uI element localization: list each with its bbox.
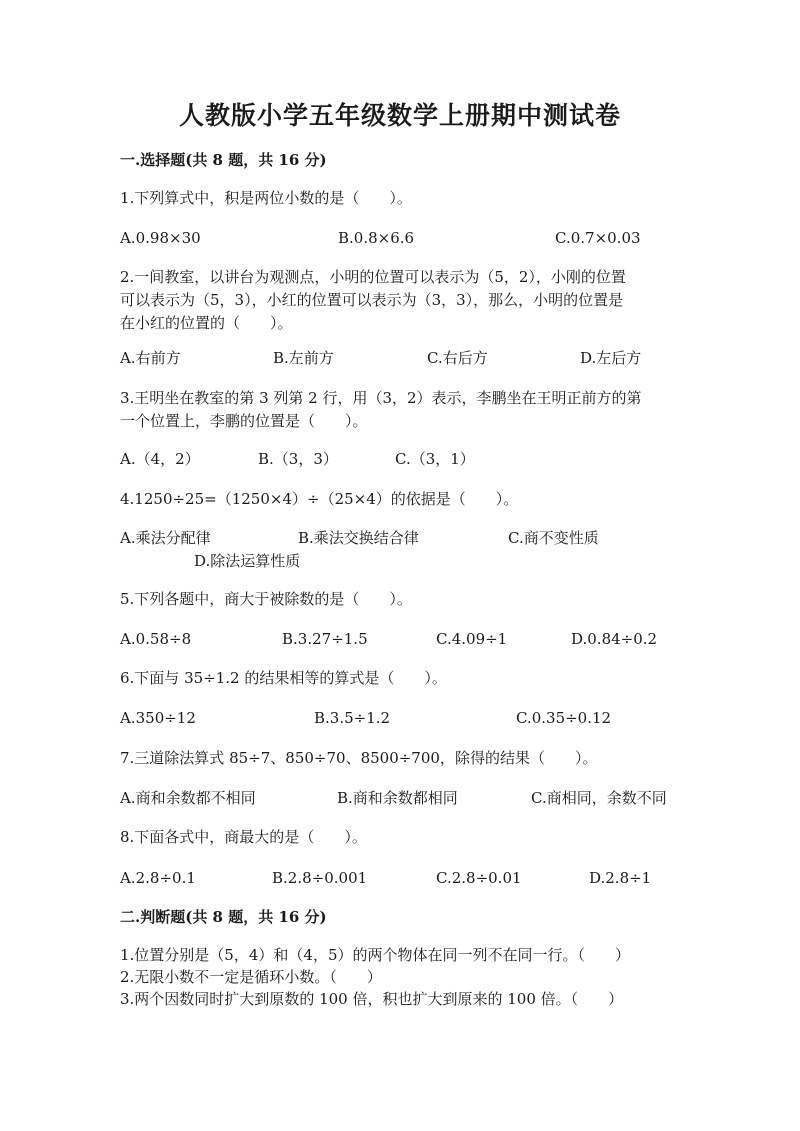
- question-6-stem: 6.下面与 35÷1.2 的结果相等的算式是（ ）。: [120, 669, 447, 687]
- question-4-option-b: B.乘法交换结合律: [298, 529, 419, 547]
- question-6-option-c: C.0.35÷0.12: [516, 709, 612, 727]
- question-4-option-d: D.除法运算性质: [194, 552, 301, 570]
- question-3-stem-line-1: 3.王明坐在教室的第 3 列第 2 行，用（3，2）表示，李鹏坐在王明正前方的第: [120, 389, 642, 407]
- question-3-option-a: A.（4，2）: [120, 450, 200, 468]
- judgement-item-2: 2.无限小数不一定是循环小数。（ ）: [120, 968, 382, 986]
- question-7-option-b: B.商和余数都相同: [337, 789, 458, 807]
- question-1-option-c: C.0.7×0.03: [555, 229, 641, 247]
- section-heading-judgement: 二.判断题(共 8 题，共 16 分): [120, 908, 327, 926]
- question-4-option-a: A.乘法分配律: [120, 529, 211, 547]
- question-2-option-b: B.左前方: [273, 349, 334, 367]
- question-2-option-a: A.右前方: [120, 349, 181, 367]
- question-5-option-a: A.0.58÷8: [120, 630, 192, 648]
- question-8-option-a: A.2.8÷0.1: [120, 869, 196, 887]
- question-2-option-c: C.右后方: [427, 349, 488, 367]
- question-2-stem-line-3: 在小红的位置的（ ）。: [120, 314, 293, 332]
- question-6-option-a: A.350÷12: [120, 709, 196, 727]
- question-8-option-c: C.2.8÷0.01: [436, 869, 522, 887]
- question-3-option-c: C.（3，1）: [395, 450, 475, 468]
- question-2-stem-line-1: 2.一间教室，以讲台为观测点，小明的位置可以表示为（5，2），小刚的位置: [120, 268, 626, 286]
- question-7-stem: 7.三道除法算式 85÷7、850÷70、8500÷700，除得的结果（ ）。: [120, 749, 598, 767]
- question-3-stem-line-2: 一个位置上，李鹏的位置是（ ）。: [120, 412, 368, 430]
- section-heading-choice: 一.选择题(共 8 题，共 16 分): [120, 151, 327, 169]
- question-2-option-d: D.左后方: [580, 349, 642, 367]
- question-5-option-c: C.4.09÷1: [436, 630, 508, 648]
- question-8-stem: 8.下面各式中，商最大的是（ ）。: [120, 828, 367, 846]
- question-4-stem: 4.1250÷25=（1250×4）÷（25×4）的依据是（ ）。: [120, 490, 519, 508]
- question-1-stem: 1.下列算式中，积是两位小数的是（ ）。: [120, 189, 412, 207]
- question-8-option-b: B.2.8÷0.001: [272, 869, 368, 887]
- question-5-option-b: B.3.27÷1.5: [282, 630, 368, 648]
- question-1-option-b: B.0.8×6.6: [338, 229, 415, 247]
- judgement-item-1: 1.位置分别是（5，4）和（4，5）的两个物体在同一列不在同一行。（ ）: [120, 946, 630, 964]
- question-8-option-d: D.2.8÷1: [589, 869, 652, 887]
- question-1-option-a: A.0.98×30: [120, 229, 201, 247]
- judgement-item-3: 3.两个因数同时扩大到原数的 100 倍，积也扩大到原来的 100 倍。（ ）: [120, 990, 624, 1008]
- question-4-option-c: C.商不变性质: [508, 529, 599, 547]
- question-3-option-b: B.（3，3）: [258, 450, 338, 468]
- page-title: 人教版小学五年级数学上册期中测试卷: [178, 101, 621, 130]
- question-7-option-c: C.商相同，余数不同: [531, 789, 667, 807]
- question-7-option-a: A.商和余数都不相同: [120, 789, 256, 807]
- question-6-option-b: B.3.5÷1.2: [314, 709, 391, 727]
- question-5-option-d: D.0.84÷0.2: [571, 630, 658, 648]
- question-2-stem-line-2: 可以表示为（5，3），小红的位置可以表示为（3，3），那么，小明的位置是: [120, 291, 624, 309]
- question-5-stem: 5.下列各题中，商大于被除数的是（ ）。: [120, 590, 412, 608]
